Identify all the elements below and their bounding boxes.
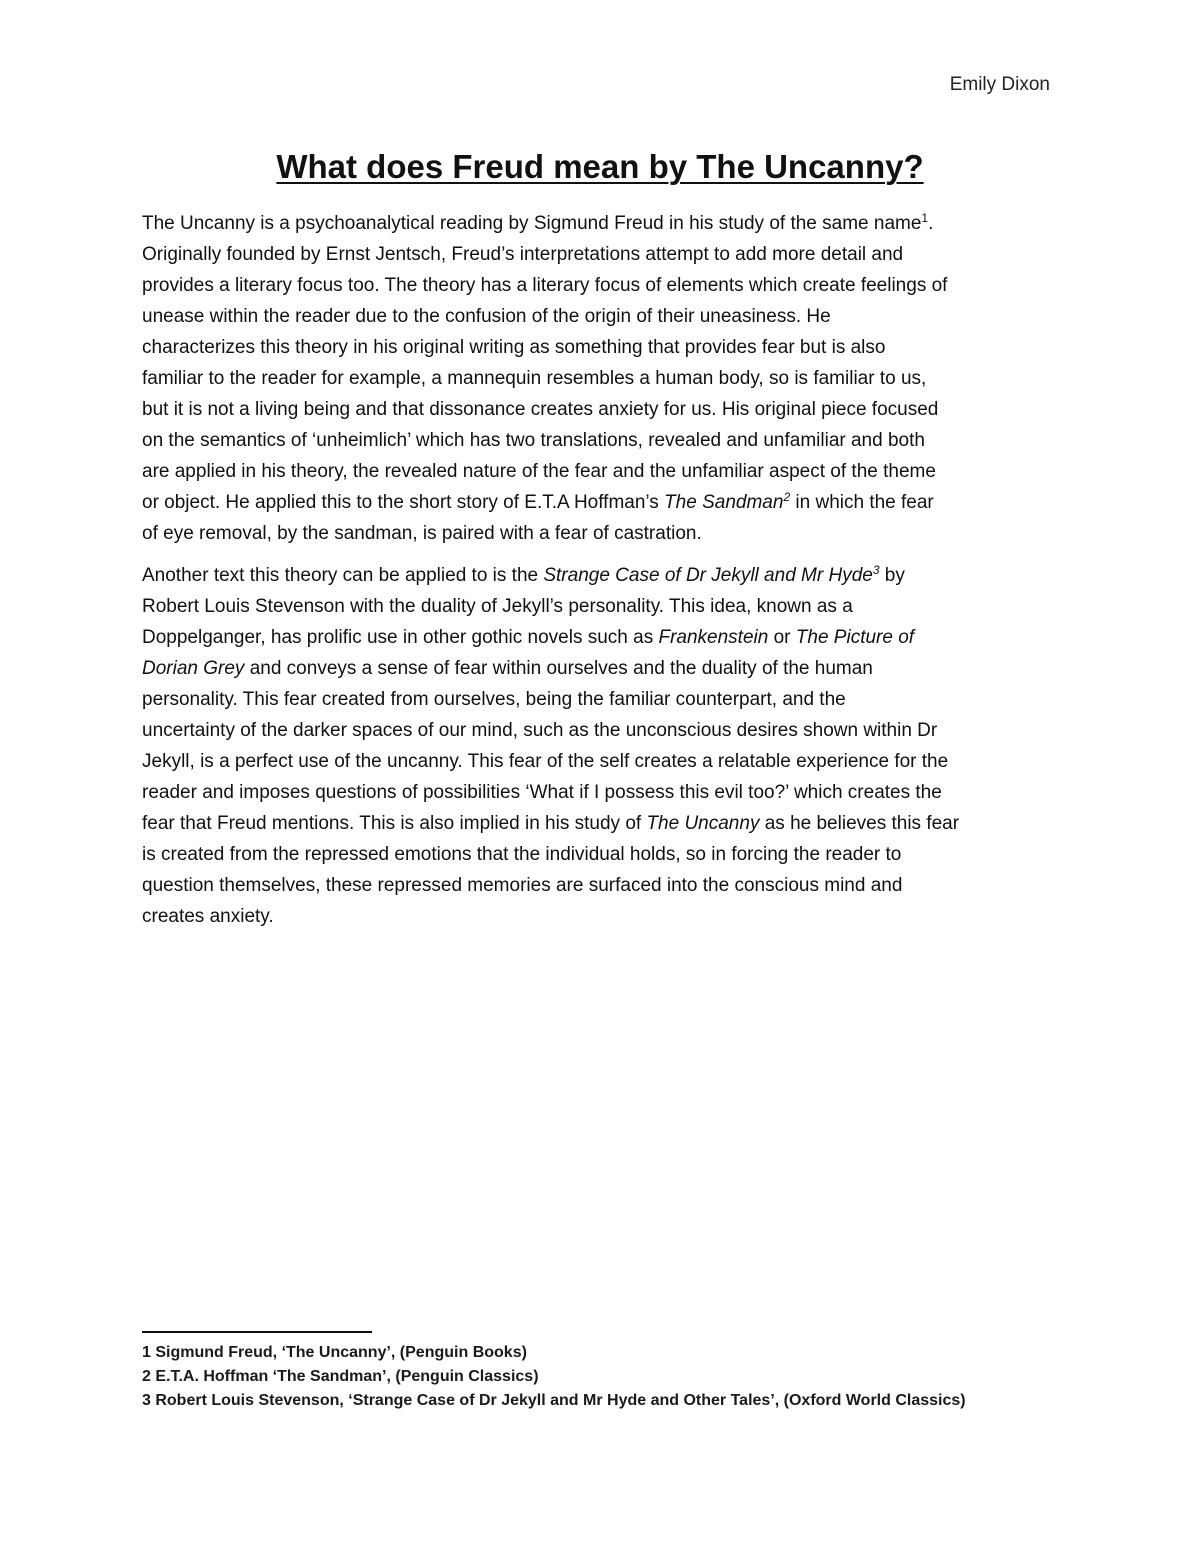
italic-title: Dorian Grey bbox=[142, 658, 245, 679]
text-line bbox=[142, 653, 1067, 684]
text-run: by bbox=[879, 565, 905, 586]
text-run: personality. This fear created from ourselves, being the familiar counterpart, and the bbox=[142, 689, 846, 710]
footnote-3: 3 Robert Louis Stevenson, ‘Strange Case of Dr Jekyll and Mr Hyde and Other Tales’, (Oxford World Classics) bbox=[142, 1392, 966, 1409]
footnote-ref: 2 bbox=[783, 490, 791, 504]
text-run: or object. He applied this to the short story of E.T.A Hoffman’s bbox=[142, 492, 665, 513]
text-run: Robert Louis Stevenson with the duality of Jekyll’s personality. This idea, known as a bbox=[142, 596, 853, 617]
text-run: of eye removal, by the sandman, is paired with a fear of castration. bbox=[142, 523, 702, 544]
text-line bbox=[142, 332, 1067, 363]
text-line bbox=[142, 456, 1067, 487]
text-run: are applied in his theory, the revealed nature of the fear and the unfamiliar aspect of the theme bbox=[142, 461, 936, 482]
footnote-ref: 1 bbox=[921, 211, 929, 225]
author-name: Emily Dixon bbox=[949, 74, 1050, 95]
text-run: question themselves, these repressed memories are surfaced into the conscious mind and bbox=[142, 875, 903, 896]
text-run: The Uncanny is a psychoanalytical reading by Sigmund Freud in his study of the same name bbox=[142, 213, 922, 234]
text-run: unease within the reader due to the confusion of the origin of their uneasiness. He bbox=[142, 306, 831, 327]
paragraph-1 bbox=[142, 208, 1067, 549]
text-line bbox=[142, 808, 1067, 839]
text-line bbox=[142, 622, 1067, 653]
text-line bbox=[142, 870, 1067, 901]
text-run: Doppelganger, has prolific use in other gothic novels such as bbox=[142, 627, 659, 648]
footnote-ref: 3 bbox=[872, 563, 880, 577]
text-run: Originally founded by Ernst Jentsch, Freud’s interpretations attempt to add more detail and bbox=[142, 244, 904, 265]
text-line bbox=[142, 270, 1067, 301]
text-line bbox=[142, 560, 1067, 591]
footnote-separator bbox=[142, 1331, 372, 1333]
text-run: familiar to the reader for example, a mannequin resembles a human body, so is familiar to us, bbox=[142, 368, 927, 389]
italic-title: The Uncanny bbox=[646, 813, 760, 834]
text-line bbox=[142, 394, 1067, 425]
text-line bbox=[142, 487, 1067, 518]
italic-title: The Picture of bbox=[795, 627, 915, 648]
text-line bbox=[142, 901, 1067, 932]
footnotes-list bbox=[142, 1341, 1092, 1413]
text-run: reader and imposes questions of possibilities ‘What if I possess this evil too?’ which creates the bbox=[142, 782, 942, 803]
italic-title: The Sandman bbox=[664, 492, 784, 513]
text-run: fear that Freud mentions. This is also implied in his study of bbox=[142, 813, 647, 834]
text-run: is created from the repressed emotions that the individual holds, so in forcing the reader to bbox=[142, 844, 902, 865]
text-line bbox=[142, 208, 1067, 239]
paragraph-2 bbox=[142, 560, 1067, 932]
text-line bbox=[142, 301, 1067, 332]
italic-title: Strange Case of Dr Jekyll and Mr Hyde bbox=[543, 565, 873, 586]
text-line bbox=[142, 839, 1067, 870]
text-line bbox=[142, 777, 1067, 808]
text-run: creates anxiety. bbox=[142, 906, 274, 927]
text-run: Jekyll, is a perfect use of the uncanny. This fear of the self creates a relatable experience for the bbox=[142, 751, 949, 772]
text-run: characterizes this theory in his original writing as something that provides fear but is also bbox=[142, 337, 886, 358]
page-title: What does Freud mean by The Uncanny? bbox=[276, 148, 924, 185]
text-line bbox=[142, 239, 1067, 270]
text-line bbox=[142, 746, 1067, 777]
text-line bbox=[142, 363, 1067, 394]
text-run: and conveys a sense of fear within ourselves and the duality of the human bbox=[244, 658, 873, 679]
footnote-1: 1 Sigmund Freud, ‘The Uncanny’, (Penguin Books) bbox=[142, 1344, 527, 1361]
footnote-2: 2 E.T.A. Hoffman ‘The Sandman’, (Penguin Classics) bbox=[142, 1368, 539, 1385]
text-run: provides a literary focus too. The theory has a literary focus of elements which create feelings of bbox=[142, 275, 948, 296]
text-run: . bbox=[928, 213, 934, 234]
italic-title: Frankenstein bbox=[658, 627, 769, 648]
text-run: in which the fear bbox=[790, 492, 934, 513]
text-run: but it is not a living being and that dissonance creates anxiety for us. His original piece focused bbox=[142, 399, 939, 420]
text-line bbox=[142, 684, 1067, 715]
text-run: uncertainty of the darker spaces of our mind, such as the unconscious desires shown within Dr bbox=[142, 720, 938, 741]
text-run: as he believes this fear bbox=[759, 813, 960, 834]
text-line bbox=[142, 518, 1067, 549]
text-run: Another text this theory can be applied to is the bbox=[142, 565, 544, 586]
essay-body bbox=[142, 208, 1067, 943]
text-line bbox=[142, 591, 1067, 622]
text-line bbox=[142, 425, 1067, 456]
text-run: on the semantics of ‘unheimlich’ which has two translations, revealed and unfamiliar and both bbox=[142, 430, 925, 451]
text-run: or bbox=[768, 627, 796, 648]
text-line bbox=[142, 715, 1067, 746]
